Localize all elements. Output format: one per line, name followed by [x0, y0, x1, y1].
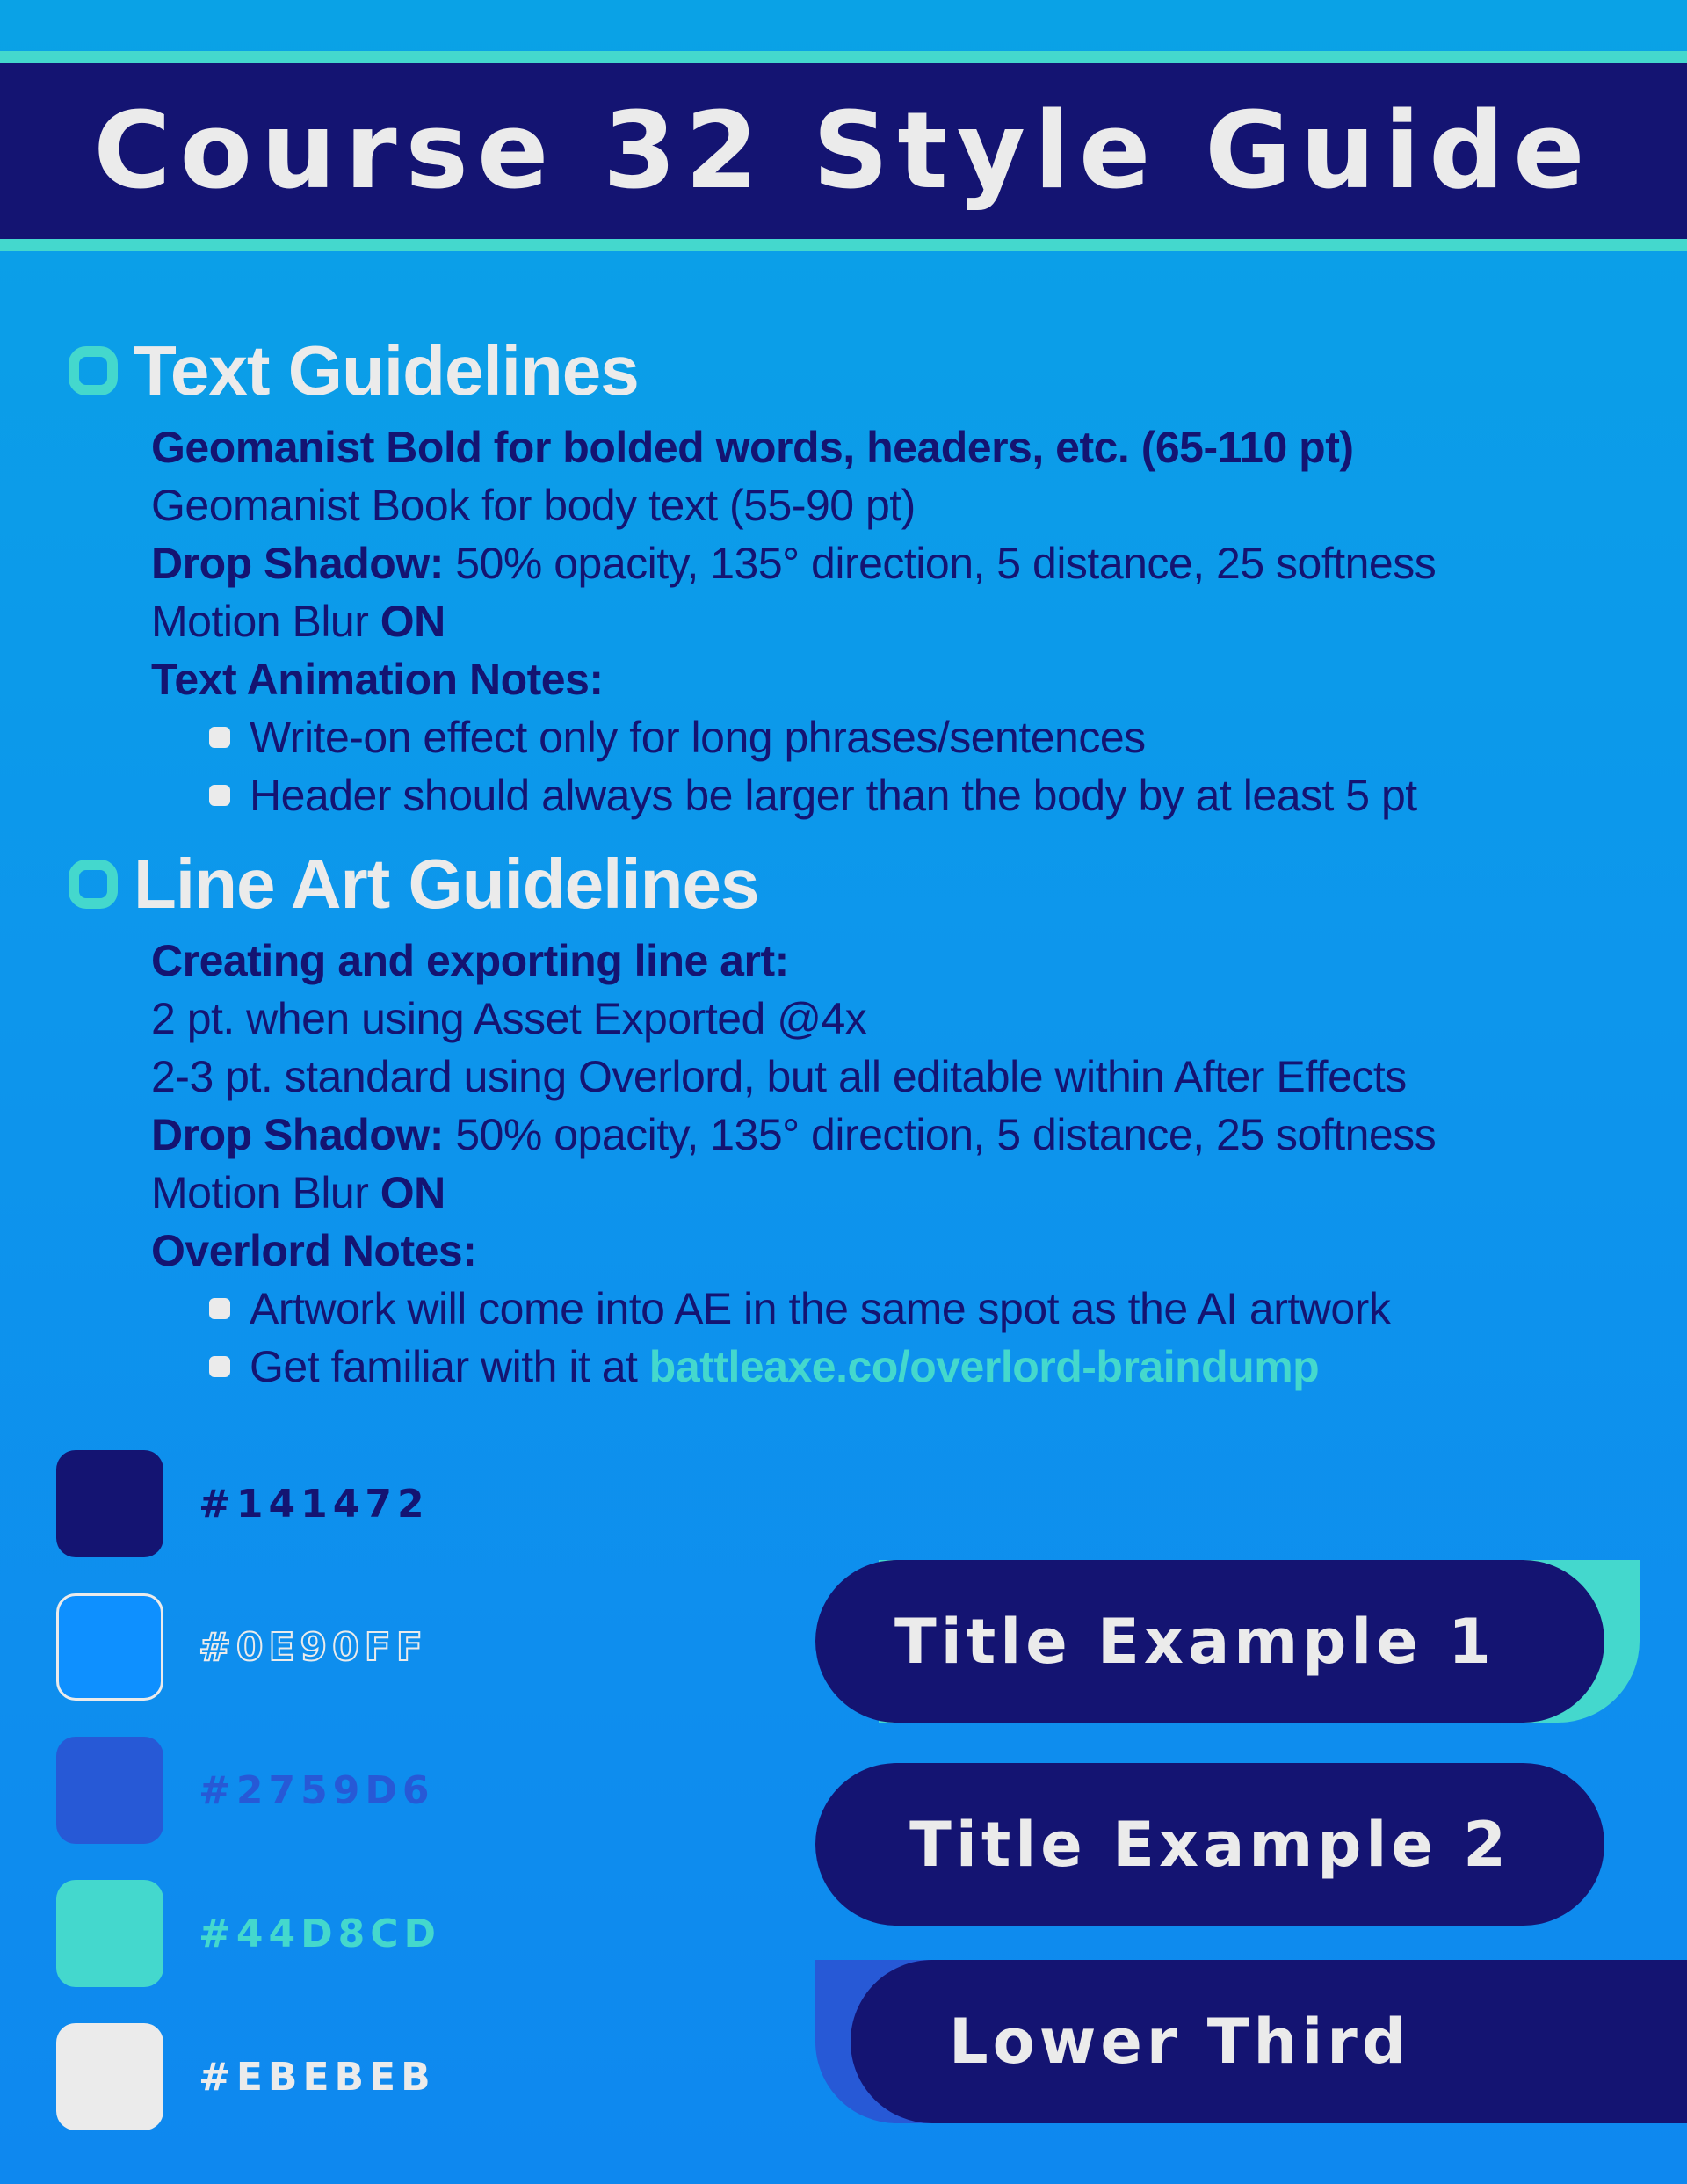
swatch-light-gray	[56, 2023, 436, 2130]
title-example-1-text: Title Example 1	[894, 1605, 1495, 1678]
bullet-icon	[209, 1298, 230, 1319]
overlord-braindump-link[interactable]: battleaxe.co/overlord-braindump	[648, 1342, 1320, 1391]
color-swatch	[56, 1593, 163, 1701]
title-example-2-text: Title Example 2	[909, 1808, 1510, 1881]
line-art-guidelines-body	[151, 932, 1687, 1396]
bullet-text: Get familiar with it at	[250, 1342, 649, 1391]
header-band	[0, 51, 1687, 251]
drop-shadow-value: 50% opacity, 135° direction, 5 distance, 25 softness	[443, 539, 1437, 588]
checkbox-icon	[69, 346, 118, 395]
bullet-icon	[209, 1356, 230, 1377]
asset-export-line: 2 pt. when using Asset Exported @4x	[151, 994, 867, 1043]
color-swatch	[56, 1880, 163, 1987]
motion-blur-label: Motion Blur	[151, 1168, 380, 1217]
swatch-bright-blue	[56, 1593, 428, 1701]
bullet-text: Artwork will come into AE in the same spot as the AI artwork	[250, 1284, 1391, 1333]
title-example-2	[815, 1763, 1604, 1926]
notes-heading: Overlord Notes:	[151, 1226, 477, 1275]
bullet-text: Write-on effect only for long phrases/sentences	[250, 713, 1146, 762]
section-title: Text Guidelines	[134, 331, 639, 410]
drop-shadow-value: 50% opacity, 135° direction, 5 distance, 25 softness	[443, 1110, 1437, 1159]
motion-blur-line	[151, 1164, 1687, 1222]
title-example-1	[815, 1560, 1604, 1723]
fonts-book-line: Geomanist Book for body text (55-90 pt)	[151, 481, 916, 530]
motion-blur-line	[151, 592, 1687, 650]
motion-blur-value: ON	[380, 597, 445, 646]
swatch-label: #2759D6	[199, 1767, 435, 1813]
swatch-label: #141472	[199, 1481, 430, 1527]
checkbox-icon	[69, 860, 118, 909]
bullet-icon	[209, 785, 230, 806]
lower-third	[851, 1960, 1687, 2123]
list-item	[209, 708, 1687, 766]
line-art-guidelines-heading	[0, 840, 1687, 928]
swatch-label: #0E90FF	[199, 1624, 428, 1670]
swatch-teal	[56, 1880, 441, 1987]
line-art-subheading: Creating and exporting line art:	[151, 936, 789, 985]
color-swatch	[56, 1737, 163, 1844]
drop-shadow-label: Drop Shadow:	[151, 1110, 444, 1159]
drop-shadow-label: Drop Shadow:	[151, 539, 444, 588]
page-title: Course 32 Style Guide	[93, 90, 1594, 213]
swatch-label: #EBEBEB	[199, 2054, 436, 2100]
swatch-navy	[56, 1450, 430, 1557]
line-art-guidelines-section	[0, 840, 1687, 1396]
bullet-text: Header should always be larger than the body by at least 5 pt	[250, 771, 1417, 820]
text-guidelines-section	[0, 327, 1687, 824]
color-swatch	[56, 1450, 163, 1557]
motion-blur-value: ON	[380, 1168, 445, 1217]
section-title: Line Art Guidelines	[134, 845, 759, 923]
swatch-royal-blue	[56, 1737, 434, 1844]
color-swatch	[56, 2023, 163, 2130]
lower-third-text: Lower Third	[949, 2006, 1410, 2078]
list-item	[209, 1338, 1687, 1396]
notes-heading: Text Animation Notes:	[151, 655, 604, 704]
text-guidelines-body	[151, 418, 1687, 824]
list-item	[209, 1280, 1687, 1338]
swatch-label: #44D8CD	[199, 1911, 442, 1956]
overlord-standard-line: 2-3 pt. standard using Overlord, but all editable within After Effects	[151, 1052, 1407, 1101]
text-guidelines-heading	[0, 327, 1687, 415]
bullet-icon	[209, 727, 230, 748]
drop-shadow-line	[151, 534, 1687, 592]
fonts-bold-line: Geomanist Bold for bolded words, headers, etc. (65-110 pt)	[151, 423, 1354, 472]
drop-shadow-line	[151, 1106, 1687, 1164]
list-item	[209, 766, 1687, 824]
motion-blur-label: Motion Blur	[151, 597, 380, 646]
